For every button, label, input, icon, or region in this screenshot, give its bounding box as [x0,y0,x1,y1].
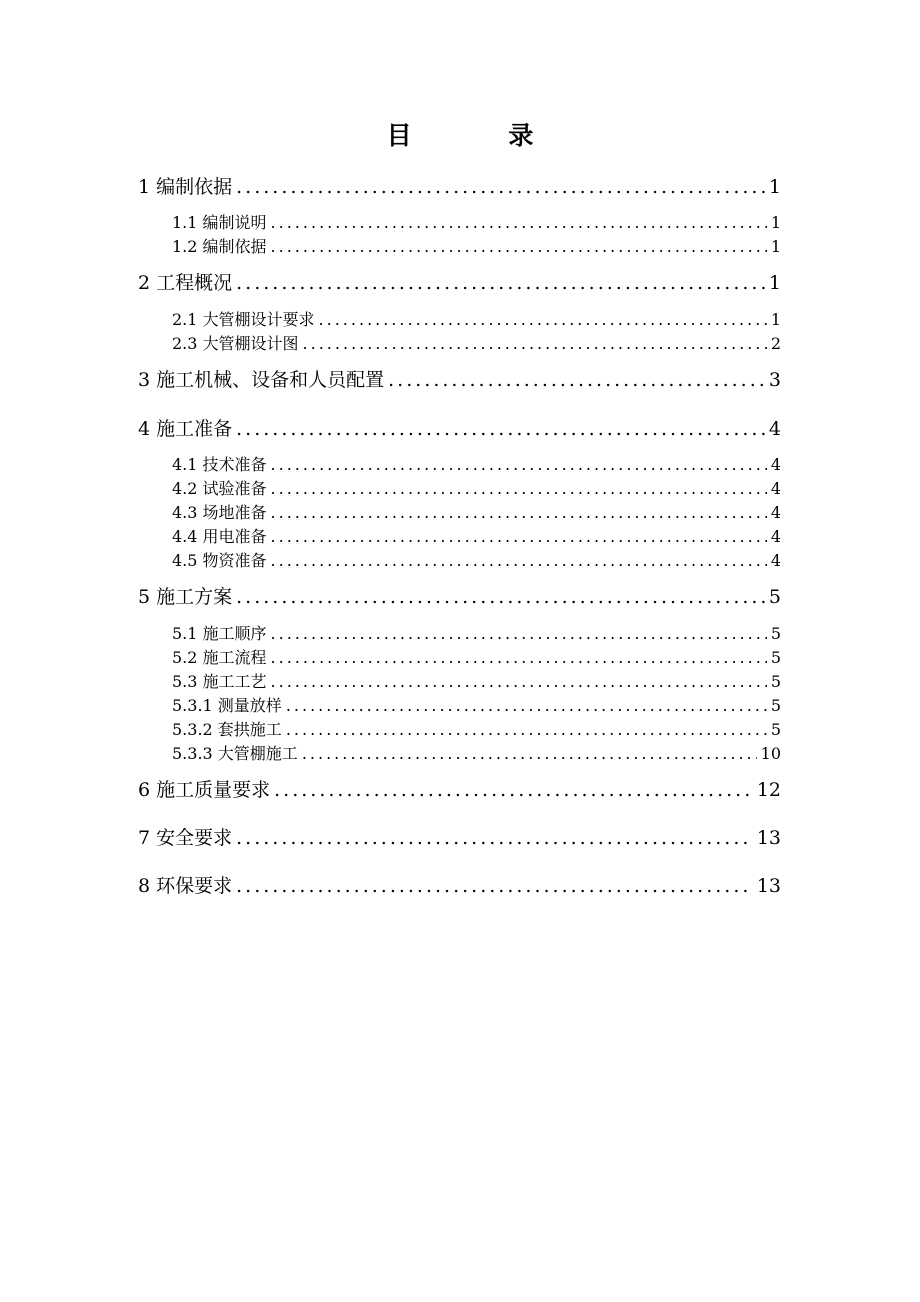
entry-text: 5.3 施工工艺 [172,672,267,691]
dot-leader [236,272,765,294]
toc-entry[interactable] [172,500,781,523]
toc-entry[interactable] [172,452,781,475]
entry-text: 5.1 施工顺序 [172,624,267,643]
toc-entry[interactable] [172,331,781,354]
entry-text: 4 施工准备 [138,418,233,440]
toc-entry[interactable] [172,548,781,571]
entry-text: 5.3.2 套拱施工 [172,720,282,739]
dot-leader [286,696,767,715]
entry-page-number: 13 [756,827,781,849]
entry-page-number: 1 [768,272,781,294]
dot-leader [286,720,767,739]
entry-text: 6 施工质量要求 [138,779,271,801]
dot-leader [236,875,753,897]
dot-leader [388,369,765,391]
dot-leader [271,527,767,546]
toc-entry[interactable] [172,524,781,547]
entry-text: 5.3.1 测量放样 [172,696,282,715]
entry-text: 4.5 物资准备 [172,551,267,570]
dot-leader [271,503,767,522]
entry-page-number: 3 [768,369,781,391]
entry-text: 2.3 大管棚设计图 [172,334,299,353]
dot-leader [271,624,767,643]
dot-leader [271,551,767,570]
entry-text: 4.3 场地准备 [172,503,267,522]
entry-text: 7 安全要求 [138,827,233,849]
entry-text: 8 环保要求 [138,875,233,897]
entry-page-number: 4 [770,479,781,498]
toc-title: 目 录 [386,121,578,150]
entry-text: 3 施工机械、设备和人员配置 [138,369,385,391]
entry-page-number: 1 [770,237,781,256]
entry-page-number: 1 [770,310,781,329]
dot-leader [271,237,767,256]
entry-page-number: 2 [770,334,781,353]
dot-leader [236,418,765,440]
entry-text: 2.1 大管棚设计要求 [172,310,315,329]
entry-page-number: 10 [760,744,781,763]
dot-leader [302,744,757,763]
entry-text: 5.3.3 大管棚施工 [172,744,298,763]
entry-page-number: 5 [770,696,781,715]
entry-page-number: 4 [770,551,781,570]
entry-page-number: 4 [770,503,781,522]
entry-page-number: 1 [770,213,781,232]
toc-entry[interactable] [172,693,781,716]
entry-text: 5.2 施工流程 [172,648,267,667]
dot-leader [271,672,767,691]
dot-leader [236,586,765,608]
dot-leader [271,479,767,498]
entry-text: 4.2 试验准备 [172,479,267,498]
entry-page-number: 5 [768,586,781,608]
toc-entry[interactable] [138,582,781,609]
entry-text: 1.1 编制说明 [172,213,267,232]
entry-page-number: 5 [770,672,781,691]
toc-entry[interactable] [138,365,781,392]
toc-entry[interactable] [138,172,781,199]
entry-text: 5 施工方案 [138,586,233,608]
dot-leader [271,648,767,667]
entry-text: 4.1 技术准备 [172,455,267,474]
entry-text: 1 编制依据 [138,176,233,198]
toc-entry[interactable] [172,717,781,740]
toc-entry[interactable] [172,210,781,233]
dot-leader [236,176,765,198]
entry-page-number: 4 [770,455,781,474]
entry-page-number: 12 [756,779,781,801]
toc-entry[interactable] [172,645,781,668]
entry-text: 1.2 编制依据 [172,237,267,256]
toc-entry[interactable] [138,823,781,850]
toc-entry[interactable] [138,414,781,441]
entry-page-number: 13 [756,875,781,897]
toc-entry[interactable] [138,268,781,295]
toc-entry[interactable] [138,871,781,898]
toc-entry[interactable] [172,476,781,499]
dot-leader [236,827,753,849]
dot-leader [271,213,767,232]
entry-page-number: 4 [770,527,781,546]
toc-entry[interactable] [172,741,781,764]
toc-entry[interactable] [172,621,781,644]
dot-leader [271,455,767,474]
entry-page-number: 5 [770,648,781,667]
entry-page-number: 5 [770,624,781,643]
toc-entry[interactable] [172,669,781,692]
dot-leader [303,334,767,353]
entry-page-number: 5 [770,720,781,739]
entry-page-number: 4 [768,418,781,440]
toc-entry[interactable] [138,775,781,802]
dot-leader [319,310,767,329]
toc-entry[interactable] [172,234,781,257]
entry-text: 4.4 用电准备 [172,527,267,546]
dot-leader [274,779,753,801]
entry-page-number: 1 [768,176,781,198]
entry-text: 2 工程概况 [138,272,233,294]
toc-entry[interactable] [172,307,781,330]
